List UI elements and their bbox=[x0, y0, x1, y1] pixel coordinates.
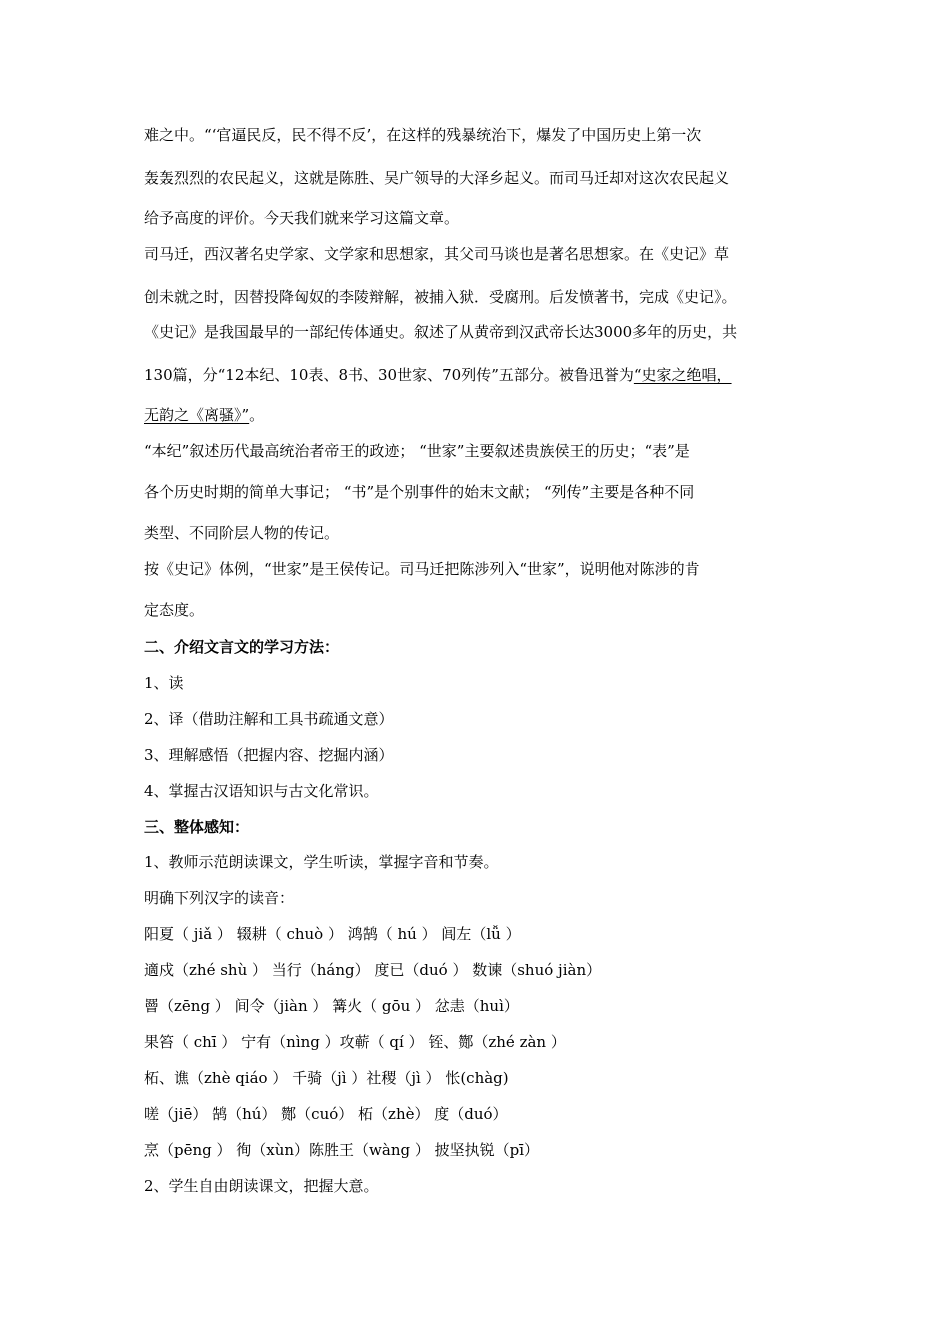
method-heading: 二、介绍文言文的学习方法： bbox=[144, 638, 340, 656]
sections-line-3: 类型、不同阶层人物的传记。 bbox=[144, 524, 340, 542]
pronunciation-row: 柘、谯（zhè qiáo ） 千骑（jì ）社稷（jì ） 怅(chàg) bbox=[144, 1069, 509, 1087]
pronunciation-row: 適戍（zhé shù ） 当行（háng） 度已（duó ） 数谏（shuó jiàn） bbox=[144, 961, 602, 979]
author-line-4-text: 130篇，分“12本纪、10表、8书、30世家、70列传”五部分。被鲁迅誉为 bbox=[144, 366, 634, 384]
overview-step-1: 1、教师示范朗读课文，学生听读，掌握字音和节奏。 bbox=[144, 853, 499, 871]
shijia-line-1: 按《史记》体例，“世家”是王侯传记。司马迁把陈涉列入“世家”，说明他对陈涉的肯 bbox=[144, 560, 700, 578]
overview-step-2: 2、学生自由朗读课文，把握大意。 bbox=[144, 1177, 379, 1195]
method-item: 1、读 bbox=[144, 674, 184, 692]
pronunciation-row: 罾（zēng ） 间令（jiàn ） 篝火（ gōu ） 忿恚（huì） bbox=[144, 997, 519, 1015]
sections-line-2: 各个历史时期的简单大事记； “书”是个别事件的始末文献； “列传”主要是各种不同 bbox=[144, 483, 695, 501]
overview-heading: 三、整体感知： bbox=[144, 818, 250, 836]
sections-line-1: “本纪”叙述历代最高统治者帝王的政迹； “世家”主要叙述贵族侯王的历史；“表”是 bbox=[144, 442, 690, 460]
method-item: 2、译（借助注解和工具书疏通文意） bbox=[144, 710, 394, 728]
lu-xun-quote-part-2: 无韵之《离骚》” bbox=[144, 406, 250, 424]
pronunciation-title: 明确下列汉字的读音： bbox=[144, 889, 295, 907]
pronunciation-row: 嗟（jiē） 鹄（hú） 酂（cuó） 柘（zhè） 度（duó） bbox=[144, 1105, 508, 1123]
method-item: 4、掌握古汉语知识与古文化常识。 bbox=[144, 782, 379, 800]
intro-line-3: 给予高度的评价。今天我们就来学习这篇文章。 bbox=[144, 209, 460, 227]
shijia-line-2: 定态度。 bbox=[144, 601, 205, 619]
author-line-3: 《史记》是我国最早的一部纪传体通史。叙述了从黄帝到汉武帝长达3000多年的历史，共 bbox=[144, 323, 738, 341]
pronunciation-row: 烹（pēng ） 徇（xùn）陈胜王（wàng ） 披坚执锐（pī） bbox=[144, 1141, 540, 1159]
author-line-5 bbox=[144, 406, 264, 424]
author-line-1: 司马迁，西汉著名史学家、文学家和思想家，其父司马谈也是著名思想家。在《史记》草 bbox=[144, 245, 730, 263]
intro-line-2: 轰轰烈烈的农民起义，这就是陈胜、吴广领导的大泽乡起义。而司马迁却对这次农民起义 bbox=[144, 169, 730, 187]
pronunciation-row: 果笞（ chī ） 宁有（nìng ）攻蕲（ qí ） 铚、酂（zhé zàn ） bbox=[144, 1033, 566, 1051]
pronunciation-row: 阳夏（ jiǎ ） 辍耕（ chuò ） 鸿鹄（ hú ） 闾左（lǚ ） bbox=[144, 925, 521, 943]
method-item: 3、理解感悟（把握内容、挖掘内涵） bbox=[144, 746, 394, 764]
author-line-2: 创未就之时，因替投降匈奴的李陵辩解，被捕入狱．受腐刑。后发愤著书，完成《史记》。 bbox=[144, 288, 737, 306]
author-line-4 bbox=[144, 366, 732, 384]
lu-xun-quote-part-1: “史家之绝唱， bbox=[633, 366, 732, 384]
intro-line-1: 难之中。“‘官逼民反，民不得不反’，在这样的残暴统治下，爆发了中国历史上第一次 bbox=[144, 126, 702, 144]
author-line-5-end: 。 bbox=[249, 406, 265, 424]
